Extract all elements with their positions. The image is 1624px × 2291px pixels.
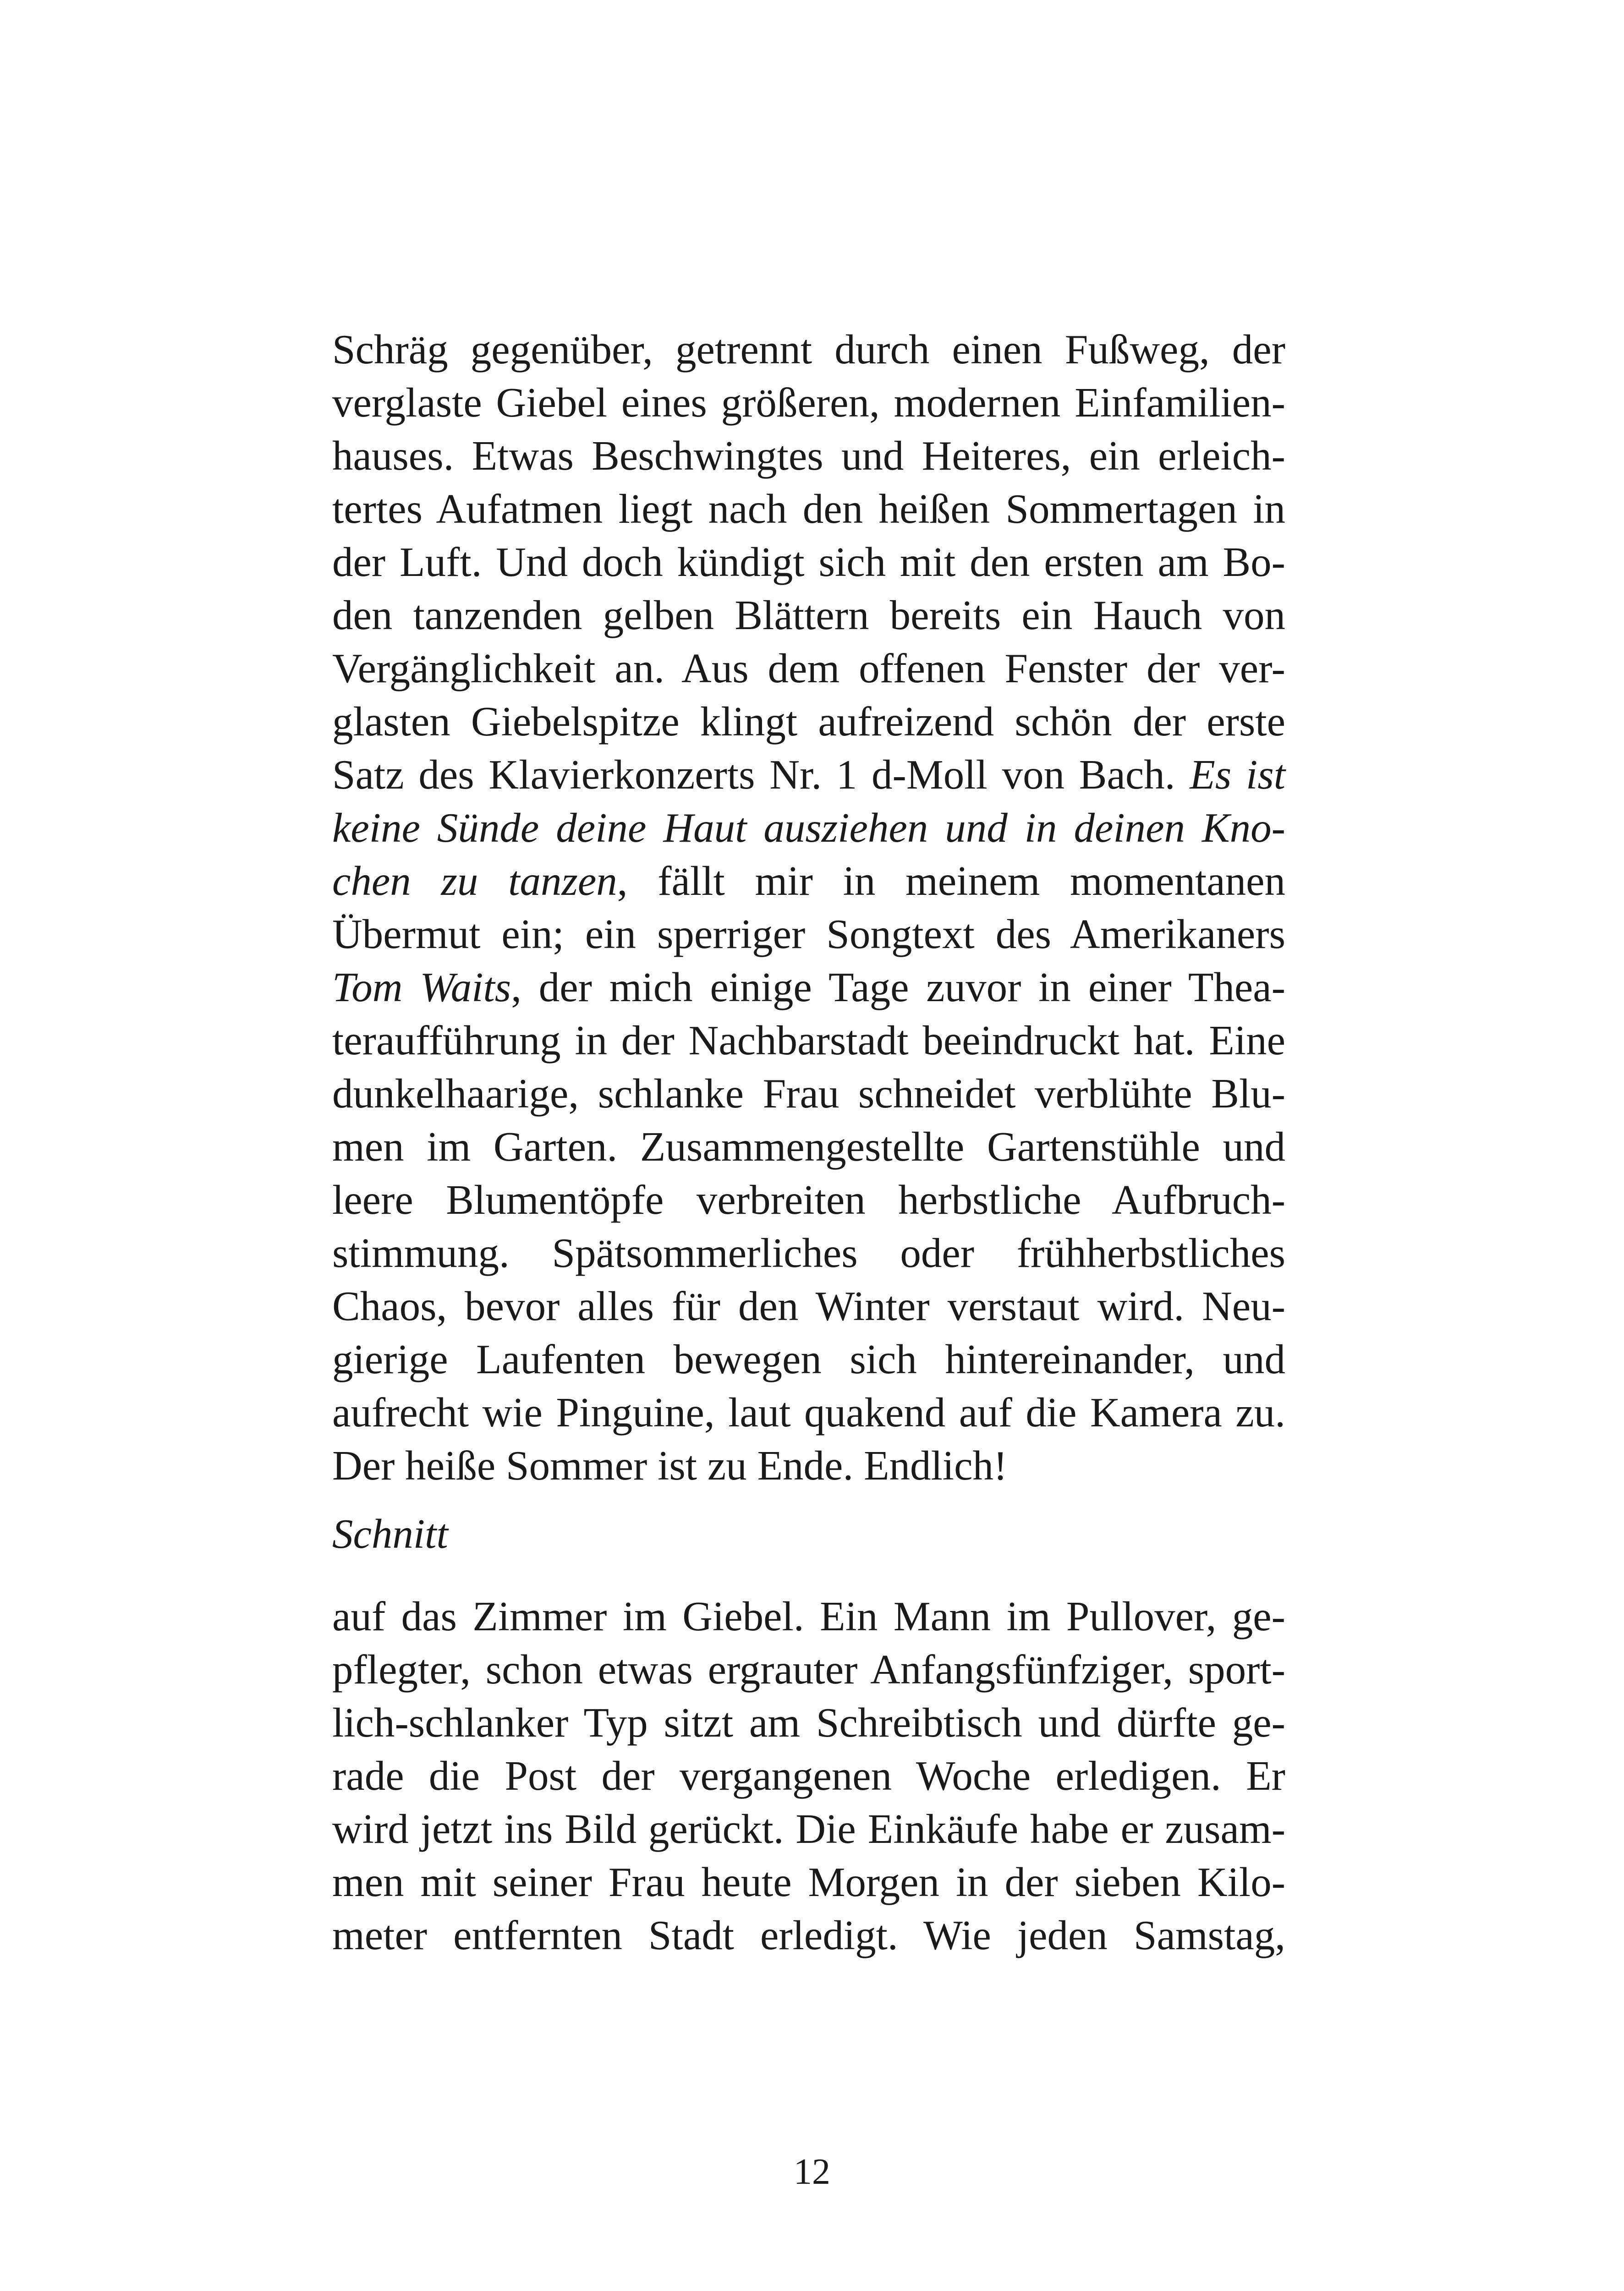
text-line: wird jetzt ins Bild gerückt. Die Einkäufe habe er zusam- [332,1806,1285,1852]
scene-heading [332,1507,1285,1561]
text-line: tertes Aufatmen liegt nach den heißen Sommertagen in [332,486,1285,532]
text-line: gierige Laufenten bewegen sich hintereinander, und [332,1336,1285,1382]
text-line [332,748,1285,801]
text-line: teraufführung in der Nachbarstadt beeindruckt hat. Eine [332,1017,1285,1063]
page-number: 12 [794,2152,830,2192]
text-fragment: , der mich einige Tage zuvor in einer Thea- [511,964,1286,1010]
text-fragment: , fällt mir in meinem momentanen [617,858,1286,904]
text-line: Übermut ein; ein sperriger Songtext des Amerikaners [332,911,1285,957]
italic-name-fragment: Tom Waits [332,964,511,1010]
text-line: verglaste Giebel eines größeren, modernen Einfamilien- [332,379,1285,426]
text-line [332,855,1285,908]
text-line: Vergänglichkeit an. Aus dem offenen Fenster der ver- [332,645,1285,691]
text-line: leere Blumentöpfe verbreiten herbstliche Aufbruch- [332,1177,1285,1223]
text-line: men mit seiner Frau heute Morgen in der sieben Kilo- [332,1859,1285,1905]
text-line: Chaos, bevor alles für den Winter verstaut wird. Neu- [332,1283,1285,1329]
text-line: der Luft. Und doch kündigt sich mit den ersten am Bo- [332,539,1285,585]
body-paragraph-2 [332,1590,1285,1962]
text-line: Der heiße Sommer ist zu Ende. Endlich! [332,1442,1008,1489]
text-line [332,801,1285,855]
italic-quote-fragment: Es ist [1190,751,1286,798]
text-line: den tanzenden gelben Blättern bereits ein Hauch von [332,592,1285,638]
text-line: lich-schlanker Typ sitzt am Schreibtisch und dürfte ge- [332,1699,1285,1746]
text-line: hauses. Etwas Beschwingtes und Heiteres, ein erleich- [332,433,1285,479]
text-line: Schräg gegenüber, getrennt durch einen Fußweg, der [332,326,1285,373]
text-line: men im Garten. Zusammengestellte Gartenstühle und [332,1124,1285,1170]
text-line [332,961,1285,1014]
italic-quote-fragment: chen zu tanzen [332,858,617,904]
text-line: pflegter, schon etwas ergrauter Anfangsfünfziger, sport- [332,1646,1285,1693]
text-line: dunkelhaarige, schlanke Frau schneidet verblühte Blu- [332,1070,1285,1117]
text-line: auf das Zimmer im Giebel. Ein Mann im Pullover, ge- [332,1593,1285,1639]
text-line: rade die Post der vergangenen Woche erledigen. Er [332,1753,1285,1799]
text-line: glasten Giebelspitze klingt aufreizend schön der erste [332,698,1285,745]
text-line: stimmung. Spätsommerliches oder frühherbstliches [332,1230,1285,1276]
italic-quote-fragment: keine Sünde deine Haut ausziehen und in deinen Kno- [332,805,1285,851]
text-line: aufrecht wie Pinguine, laut quakend auf die Kamera zu. [332,1389,1285,1436]
scene-heading-text: Schnitt [332,1511,448,1557]
text-fragment: Satz des Klavierkonzerts Nr. 1 d-Moll von Bach. [332,751,1175,798]
body-paragraph-1 [332,323,1285,1492]
text-line: meter entfernten Stadt erledigt. Wie jeden Samstag, [332,1912,1285,1958]
